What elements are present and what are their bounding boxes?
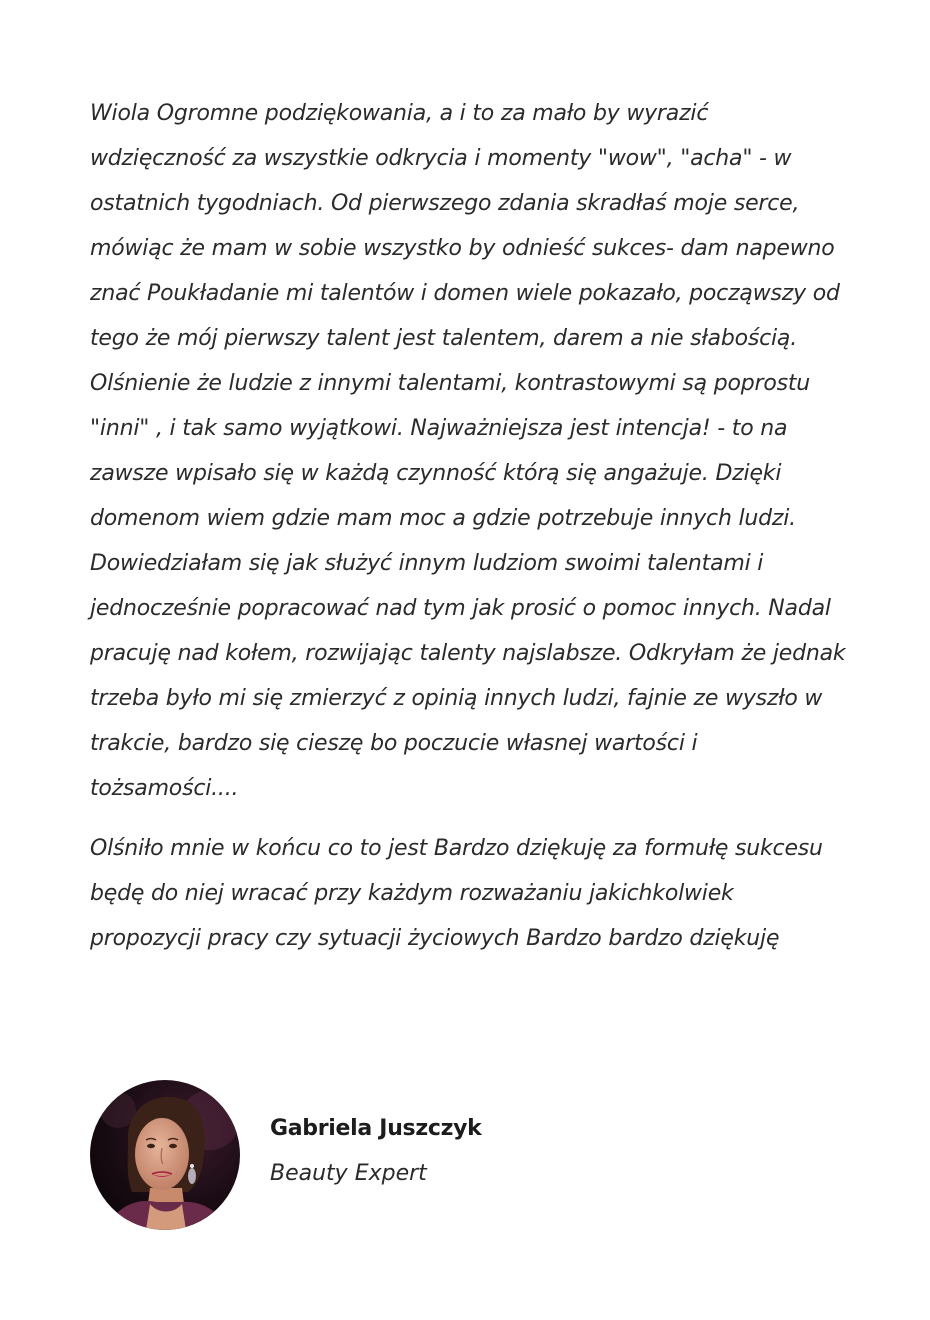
person-portrait-icon [90, 1080, 240, 1230]
author-avatar [90, 1080, 240, 1230]
author-name: Gabriela Juszczyk [270, 1115, 482, 1141]
testimonial-paragraph-1: Wiola Ogromne podziękowania, a i to za mało by wyrazić wdzięczność za wszystkie odkrycia i momenty "wow", "acha" - w ostatnich tygodniach. Od pierwszego zdania skradłaś moje serce, mówiąc że mam w sobie wszystko by odnieść sukces- dam napewno znać Poukładanie mi talentów i domen wiele pokazało, począwszy od tego że mój pierwszy talent jest talentem, darem a nie słabością. Olśnienie że ludzie z innymi talentami, kontrastowymi są poprostu "inni" , i tak samo wyjątkowi. Najważniejsza jest intencja! - to na zawsze wpisało się w każdą czynność którą się angażuje. Dzięki domenom wiem gdzie mam moc a gdzie potrzebuje innych ludzi. Dowiedziałam się jak służyć innym ludziom swoimi talentami i jednocześnie popracować nad tym jak prosić o pomoc innych. Nadal pracuję nad kołem, rozwijając talenty najslabsze. Odkryłam że jednak trzeba było mi się zmierzyć z opinią innych ludzi, fajnie ze wyszło w trakcie, bardzo się cieszę bo poczucie własnej wartości i tożsamości.... [90, 101, 846, 801]
testimonial-card [90, 91, 850, 961]
testimonial-paragraph-2: Olśniło mnie w końcu co to jest Bardzo dziękuję za formułę sukcesu będę do niej wracać przy każdym rozważaniu jakichkolwiek propozycji pracy czy sytuacji życiowych Bardzo bardzo dziękuję [90, 836, 823, 951]
author-block [90, 1080, 481, 1230]
author-role: Beauty Expert [270, 1160, 427, 1186]
author-info [270, 1114, 481, 1189]
